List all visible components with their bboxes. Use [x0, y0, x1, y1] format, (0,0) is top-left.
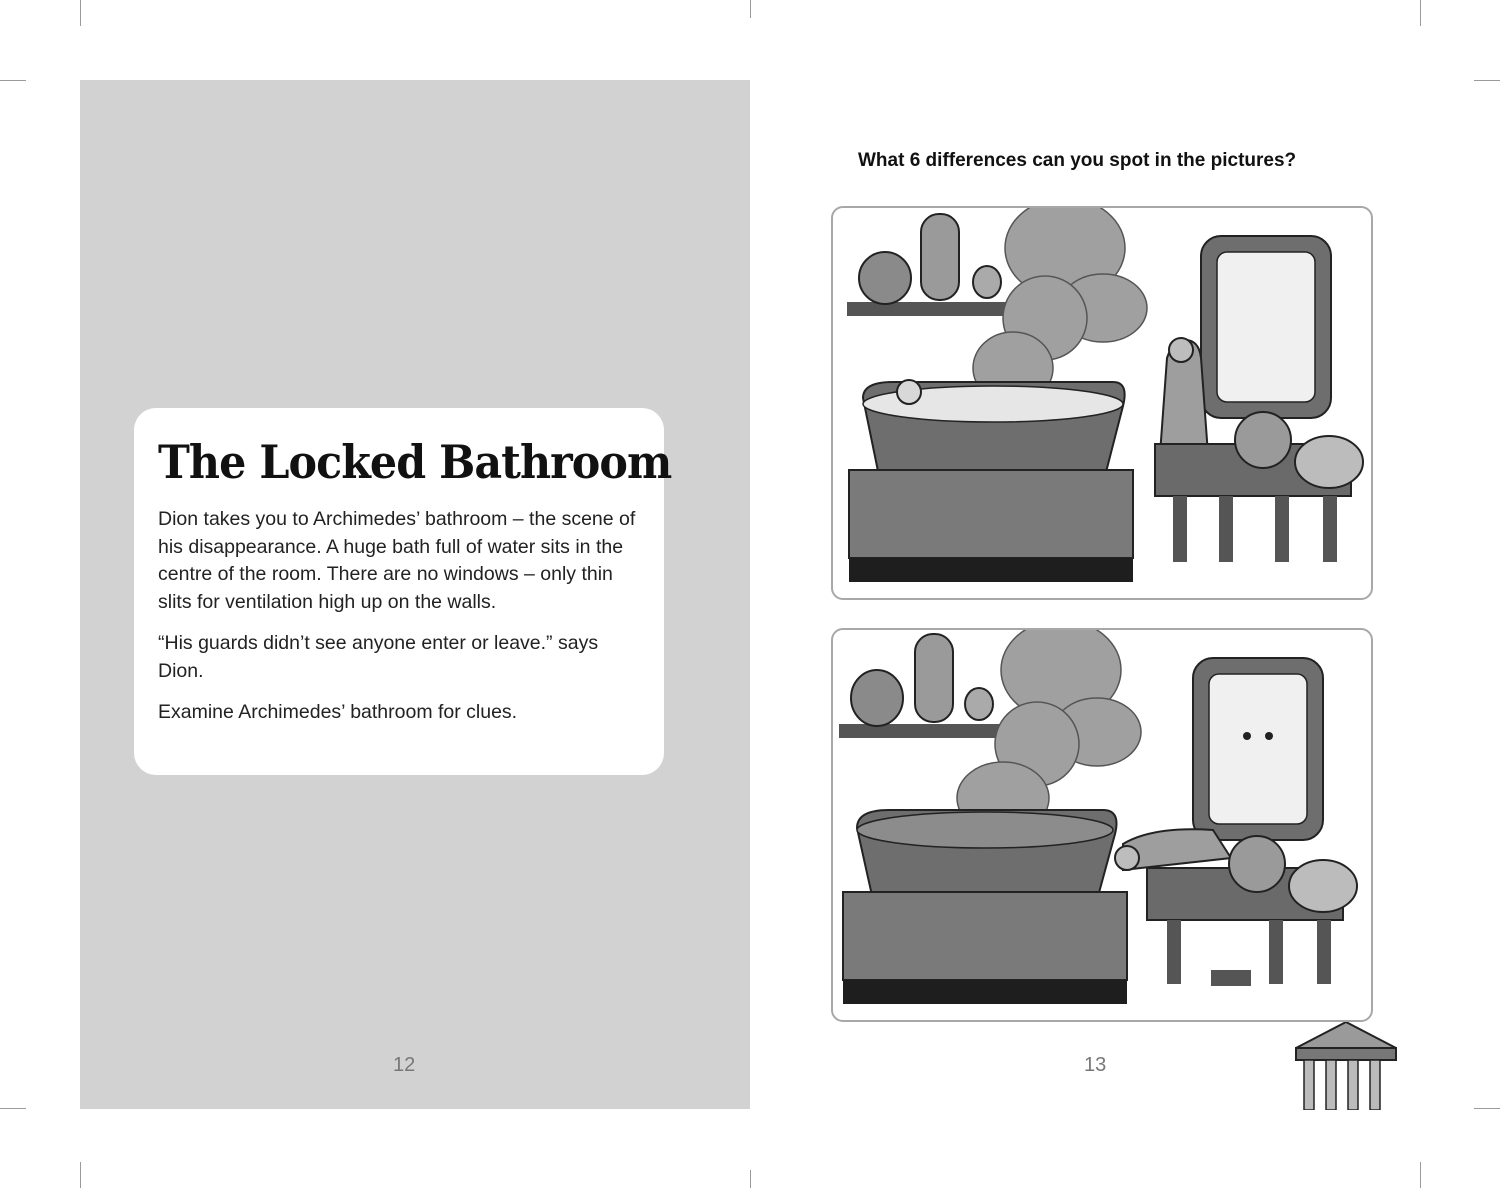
illustration-panel-changed: [831, 628, 1373, 1022]
bathroom-illustration: [833, 208, 1371, 598]
eye-icon: [1243, 732, 1251, 740]
shelf: [839, 724, 1004, 738]
vase-icon: [851, 670, 903, 726]
table-leg: [1173, 496, 1187, 562]
mirror-glass: [1209, 674, 1307, 824]
shelf: [847, 302, 1012, 316]
bowl-icon: [1289, 860, 1357, 912]
story-card: [134, 408, 672, 775]
page-number-right: 13: [1084, 1054, 1107, 1076]
crop-mark: [1474, 1108, 1500, 1109]
eye-icon: [1265, 732, 1273, 740]
story-paragraph: Dion takes you to Archimedes’ bathroom – the scene of his disappearance. A huge bath full of water sits in the centre of the room. There are no windows – only thin slits for ventilation high up on the walls.: [158, 508, 636, 613]
story-paragraph: Examine Archimedes’ bathroom for clues.: [158, 701, 518, 723]
crop-mark: [80, 0, 81, 26]
crop-mark: [0, 80, 26, 81]
vase-icon: [859, 252, 911, 304]
crop-mark: [1420, 1162, 1421, 1188]
crop-mark: [750, 1170, 751, 1188]
small-vase-icon: [973, 266, 1001, 298]
story-paragraph: “His guards didn’t see anyone enter or leave.” says Dion.: [158, 632, 599, 682]
statue-head-icon: [1115, 846, 1139, 870]
table-leg: [1167, 920, 1181, 984]
jug-icon: [1235, 412, 1291, 468]
crop-mark: [0, 1108, 26, 1109]
mirror-glass: [1217, 252, 1315, 402]
temple-icon: [1294, 1022, 1398, 1110]
puzzle-question: What 6 differences can you spot in the pictures?: [858, 150, 1297, 171]
small-vase-icon: [965, 688, 993, 720]
crop-mark: [80, 1162, 81, 1188]
bowl-icon: [1295, 436, 1363, 488]
crop-mark: [1474, 80, 1500, 81]
tall-vase-icon: [915, 634, 953, 722]
crop-mark: [1420, 0, 1421, 26]
bathroom-illustration: [833, 630, 1371, 1020]
table-leg: [1219, 496, 1233, 562]
bath-step: [843, 980, 1127, 1004]
fallen-statue-icon: [1123, 829, 1231, 870]
jug-icon: [1229, 836, 1285, 892]
crop-mark: [750, 0, 751, 18]
archimedes-head-icon: [897, 380, 921, 404]
page-title: The Locked Bathroom: [158, 435, 672, 489]
bath-base: [843, 892, 1127, 980]
table-leg: [1275, 496, 1289, 562]
bath-water: [857, 812, 1113, 848]
tall-vase-icon: [921, 214, 959, 300]
page-number-left: 12: [393, 1054, 416, 1076]
bath-step: [849, 558, 1133, 582]
table-leg: [1323, 496, 1337, 562]
table-leg: [1269, 920, 1283, 984]
bath-base: [849, 470, 1133, 558]
illustration-panel-original: [831, 206, 1373, 600]
table-leg: [1317, 920, 1331, 984]
table-leg-broken: [1211, 970, 1251, 986]
statue-head-icon: [1169, 338, 1193, 362]
